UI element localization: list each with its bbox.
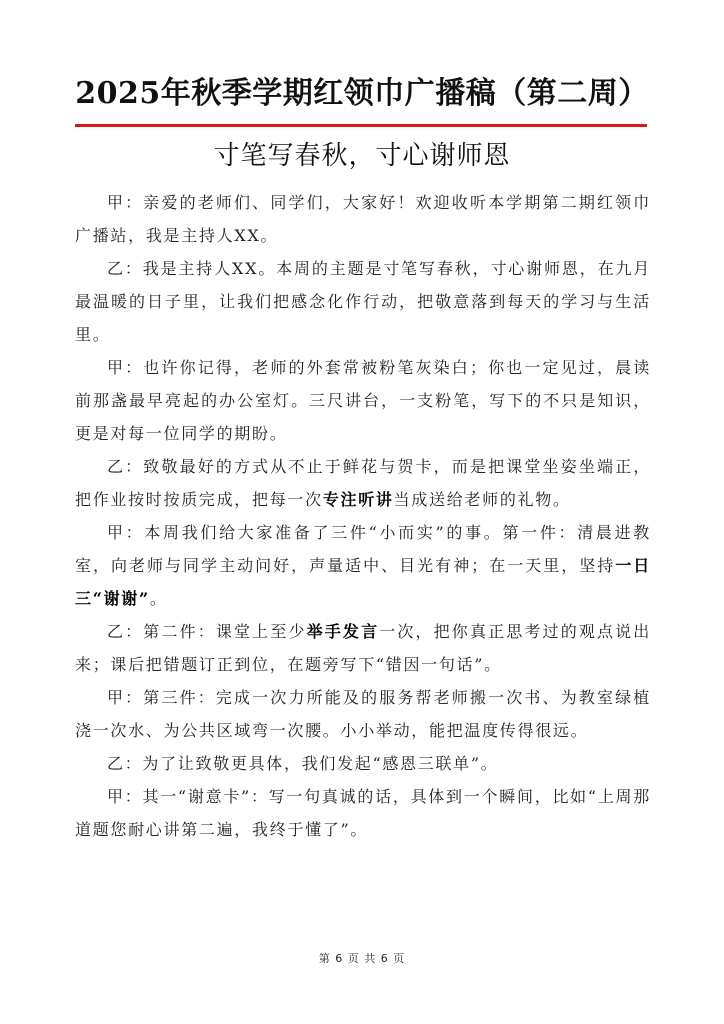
red-divider-line <box>75 124 647 127</box>
paragraph-1: 甲：亲爱的老师们、同学们，大家好！欢迎收听本学期第二期红领巾广播站，我是主持人XX。 <box>75 193 651 245</box>
paragraph-6: 乙：第二件：课堂上至少举手发言一次，把你真正思考过的观点说出来；课后把错题订正到位，在题旁写下“错因一句话”。 <box>75 622 651 674</box>
document-title: 2025年秋季学期红领巾广播稿（第二周） <box>75 76 649 111</box>
paragraph-5: 甲：本周我们给大家准备了三件“小而实”的事。第一件：清晨进教室，向老师与同学主动问好，声量适中、目光有神；在一天里，坚持一日三“谢谢”。 <box>75 523 651 608</box>
bold-phrase-three-thanks: 一日三“谢谢” <box>75 556 651 608</box>
paragraph-7: 甲：第三件：完成一次力所能及的服务帮老师搬一次书、为教室绿植浇一次水、为公共区域弯一次腰。小小举动，能把温度传得很远。 <box>75 688 651 740</box>
document-subtitle: 寸笔写春秋，寸心谢师恩 <box>213 141 511 171</box>
bold-phrase-raise-hand: 举手发言 <box>306 622 380 641</box>
paragraph-2: 乙：我是主持人XX。本周的主题是寸笔写春秋，寸心谢师恩，在九月最温暖的日子里，让我们把感念化作行动，把敬意落到每天的学习与生活里。 <box>75 259 651 344</box>
paragraph-4: 乙：致敬最好的方式从不止于鲜花与贺卡，而是把课堂坐姿坐端正，把作业按时按质完成，把每一次专注听讲当成送给老师的礼物。 <box>75 457 651 509</box>
page-number-footer: 第 6 页 共 6 页 <box>318 952 406 965</box>
broadcast-script-body <box>75 186 651 846</box>
paragraph-3: 甲：也许你记得，老师的外套常被粉笔灰染白；你也一定见过，晨读前那盏最早亮起的办公室灯。三尺讲台，一支粉笔，写下的不只是知识，更是对每一位同学的期盼。 <box>75 358 651 443</box>
paragraph-9: 甲：其一“谢意卡”：写一句真诚的话，具体到一个瞬间，比如“上周那道题您耐心讲第二遍，我终于懂了”。 <box>75 787 651 839</box>
paragraph-8: 乙：为了让致敬更具体，我们发起“感恩三联单”。 <box>107 754 499 773</box>
bold-phrase-focused-listening: 专注听讲 <box>322 490 394 509</box>
